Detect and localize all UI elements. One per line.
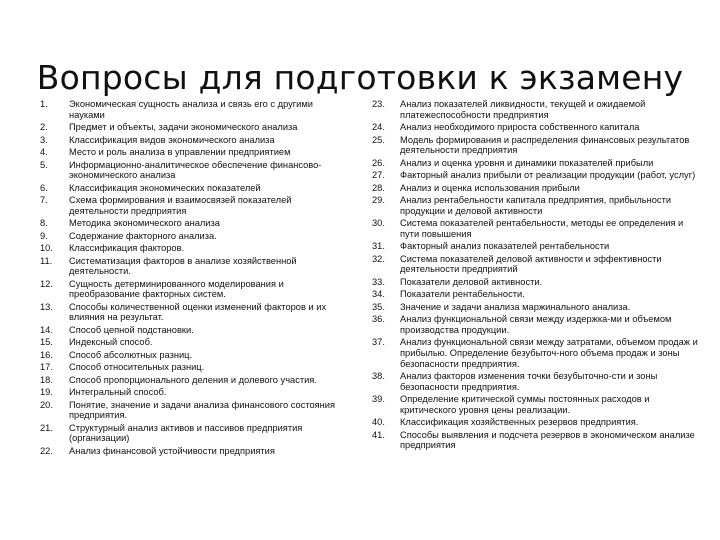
question-item [372, 158, 702, 169]
question-item [40, 337, 350, 348]
question-text: Факторный анализ показателей рентабельности [400, 241, 610, 252]
question-text: Модель формирования и распределения финансовых результатов деятельности предприятия [400, 134, 690, 156]
question-item [40, 375, 350, 386]
question-item [40, 302, 350, 323]
question-number: 37. [372, 337, 385, 348]
question-text: Схема формирования и взаимосвязей показателей деятельности предприятия [69, 195, 292, 216]
page-title: Вопросы для подготовки к экзамену [36, 58, 684, 98]
question-text: Классификация видов экономического анализа [69, 134, 275, 145]
question-text: Способы выявления и подсчета резервов в экономическом анализе предприятия [400, 429, 695, 451]
question-text: Систематизация факторов в анализе хозяйственной деятельности. [69, 255, 297, 277]
question-item [40, 325, 350, 336]
question-text: Содержание факторного анализа. [69, 230, 217, 241]
question-item [40, 387, 350, 398]
question-number: 1. [40, 99, 48, 109]
question-item [372, 170, 702, 181]
question-list-right [372, 99, 702, 453]
question-text: Способ цепной подстановки. [69, 324, 194, 335]
question-text: Определение критической суммы постоянных расходов и критического уровня цены реализации. [400, 394, 650, 415]
question-item [40, 195, 350, 216]
question-text: Анализ и оценка использования прибыли [400, 182, 580, 193]
question-number: 34. [372, 289, 385, 300]
question-item [40, 183, 350, 194]
question-item [372, 314, 702, 335]
question-number: 24. [372, 122, 385, 133]
question-number: 28. [372, 182, 385, 193]
question-text: Способы количественной оценки изменений факторов и их влияния на результат. [69, 301, 327, 323]
question-number: 27. [372, 170, 385, 181]
question-text: Экономическая сущность анализа и связь его с другими науками [69, 99, 313, 120]
question-text: Предмет и объекты, задачи экономического анализа [69, 122, 298, 133]
question-item [372, 183, 702, 194]
question-text: Значение и задачи анализа маржинального анализа. [400, 301, 631, 312]
question-text: Классификация экономических показателей [69, 182, 261, 193]
question-item [372, 337, 702, 369]
question-item [40, 256, 350, 277]
question-number: 4. [40, 147, 48, 158]
question-text: Методика экономического анализа [69, 218, 220, 229]
question-number: 13. [40, 301, 53, 312]
question-text: Анализ факторов изменения точки безубыточно-сти и зоны безопасности предприятия. [400, 371, 658, 392]
question-number: 31. [372, 241, 385, 252]
question-number: 5. [40, 159, 48, 170]
question-number: 41. [372, 429, 385, 440]
question-item [372, 218, 702, 239]
question-number: 18. [40, 374, 53, 385]
question-item [372, 122, 702, 133]
question-number: 16. [40, 349, 53, 360]
question-item [372, 195, 702, 216]
question-text: Место и роль анализа в управлении предприятием [69, 147, 291, 158]
question-text: Анализ функциональной связи между издержка-ми и объемом производства продукции. [400, 314, 672, 335]
question-item [40, 218, 350, 229]
question-number: 10. [40, 243, 53, 254]
question-text: Анализ финансовой устойчивости предприятия [69, 445, 275, 456]
question-number: 38. [372, 371, 385, 382]
question-text: Сущность детерминированного моделирования и преобразование факторных систем. [69, 278, 284, 300]
question-text: Структурный анализ активов и пассивов предприятия (организации) [69, 422, 303, 444]
question-number: 19. [40, 387, 53, 398]
question-item [372, 302, 702, 313]
question-text: Информационно-аналитическое обеспечение финансово-экономического анализа [69, 159, 322, 181]
question-item [40, 99, 350, 120]
question-item [372, 277, 702, 288]
question-text: Показатели рентабельности. [400, 289, 525, 300]
question-number: 9. [40, 230, 48, 241]
question-number: 21. [40, 422, 53, 433]
question-item [372, 241, 702, 252]
question-item [40, 446, 350, 457]
question-number: 35. [372, 301, 385, 312]
question-text: Интегральный способ. [69, 387, 167, 398]
question-text: Анализ необходимого прироста собственного капитала [400, 122, 640, 133]
question-number: 29. [372, 195, 385, 206]
question-number: 6. [40, 182, 48, 193]
question-text: Способ абсолютных разниц. [69, 349, 193, 360]
question-text: Показатели деловой активности. [400, 276, 543, 287]
question-item [40, 400, 350, 421]
question-item [40, 423, 350, 444]
question-item [372, 394, 702, 415]
question-number: 33. [372, 276, 385, 287]
question-text: Индексный способ. [69, 337, 153, 348]
question-number: 20. [40, 399, 53, 410]
question-number: 40. [372, 417, 385, 428]
question-number: 3. [40, 134, 48, 145]
question-text: Классификация факторов. [69, 243, 185, 254]
question-number: 17. [40, 362, 53, 373]
question-text: Факторный анализ прибыли от реализации продукции (работ, услуг) [400, 170, 696, 181]
question-number: 2. [40, 122, 48, 133]
question-number: 8. [40, 218, 48, 229]
question-text: Анализ рентабельности капитала предприятия, прибыльности продукции и деловой активности [400, 195, 672, 216]
question-number: 7. [40, 195, 48, 206]
question-text: Система показателей деловой активности и эффективности деятельности предприятий [400, 253, 662, 275]
question-number: 39. [372, 394, 385, 405]
question-number: 25. [372, 134, 385, 145]
question-number: 30. [372, 218, 385, 229]
question-item [372, 289, 702, 300]
question-item [372, 99, 702, 120]
question-text: Анализ показателей ликвидности, текущей и ожидаемой платежеспособности предприятия [400, 99, 646, 120]
question-number: 22. [40, 445, 53, 456]
question-text: Понятие, значение и задачи анализа финансового состояния предприятия. [69, 399, 336, 421]
question-item [372, 430, 702, 451]
question-text: Способ относительных разниц. [69, 362, 205, 373]
question-item [372, 417, 702, 428]
question-list-left [40, 99, 350, 458]
question-item [40, 231, 350, 242]
question-number: 15. [40, 337, 53, 348]
question-text: Анализ функциональной связи между затратами, объемом продаж и прибылью. Определение безубыточ-ного объема продаж и зоны безопасности предприятия. [400, 337, 698, 369]
question-item [40, 279, 350, 300]
question-text: Анализ и оценка уровня и динамики показателей прибыли [400, 157, 654, 168]
question-item [40, 243, 350, 254]
question-item [40, 160, 350, 181]
question-number: 12. [40, 278, 53, 289]
question-number: 36. [372, 314, 385, 325]
question-text: Система показателей рентабельности, методы ее определения и пути повышения [400, 218, 684, 239]
question-text: Классификация хозяйственных резервов предприятия. [400, 417, 639, 428]
question-item [372, 371, 702, 392]
question-item [40, 147, 350, 158]
question-item [40, 135, 350, 146]
question-number: 32. [372, 253, 385, 264]
question-number: 11. [40, 255, 53, 266]
question-number: 14. [40, 324, 53, 335]
question-item [372, 135, 702, 156]
question-text: Способ пропорционального деления и долевого участия. [69, 374, 317, 385]
question-item [40, 350, 350, 361]
question-number: 26. [372, 157, 385, 168]
question-number: 23. [372, 99, 385, 109]
question-item [40, 362, 350, 373]
question-item [372, 254, 702, 275]
question-item [40, 122, 350, 133]
